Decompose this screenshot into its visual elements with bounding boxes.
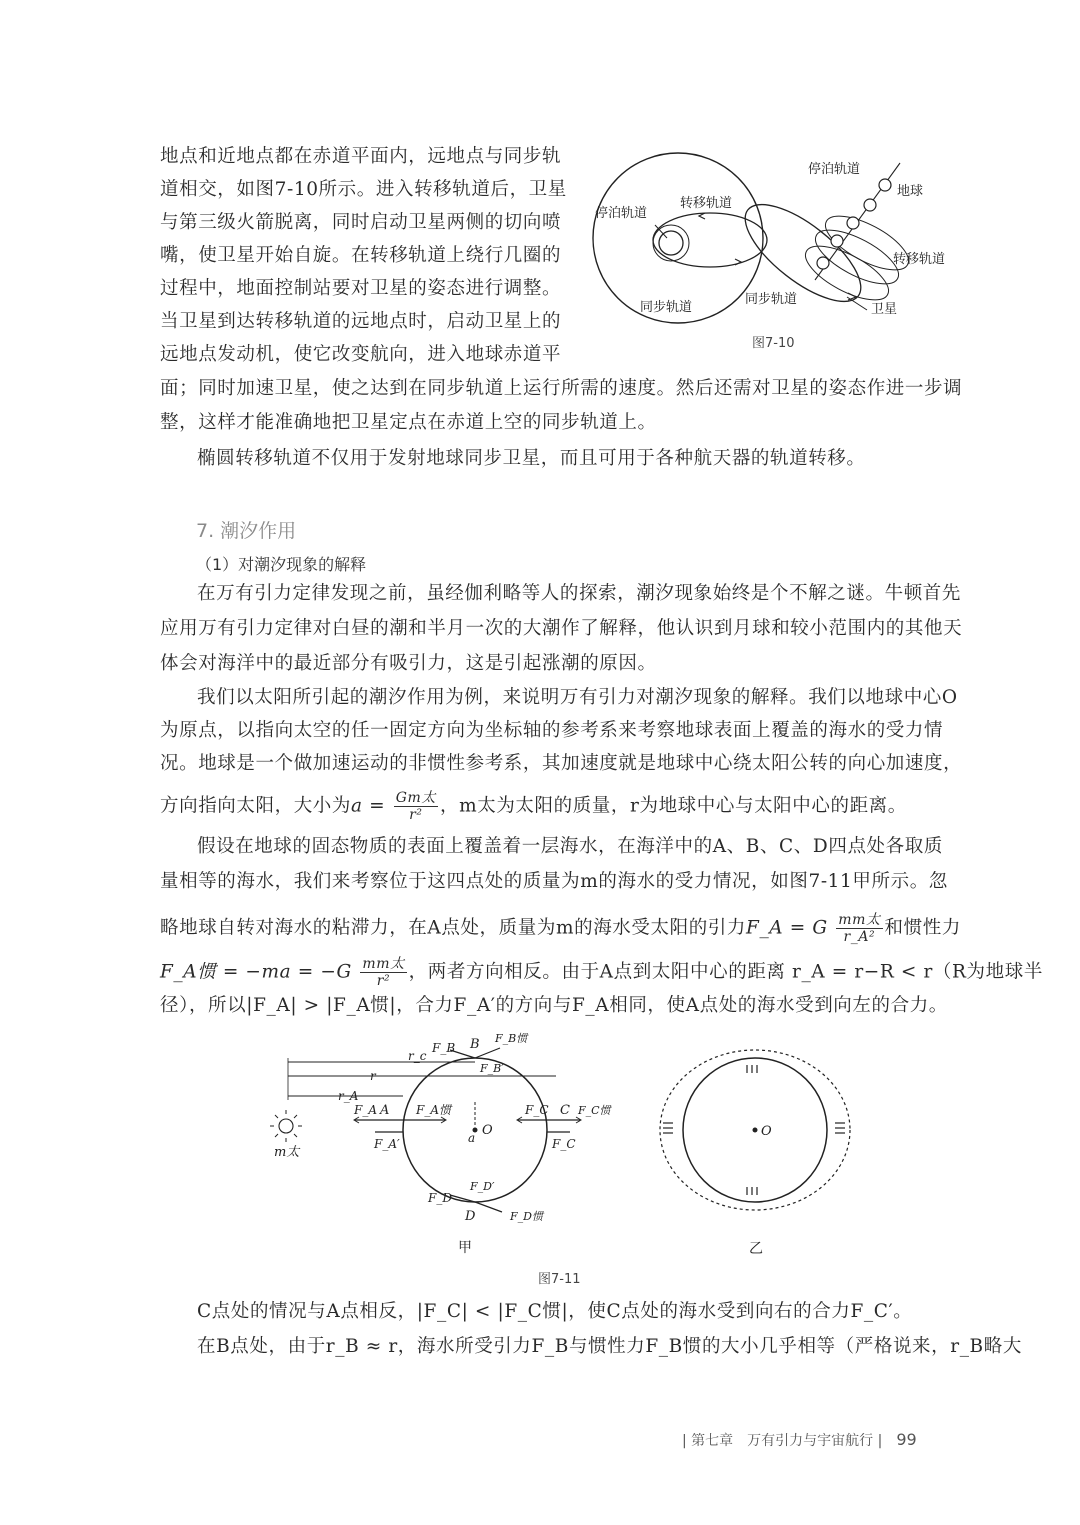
text-line: 椭圆转移轨道不仅用于发射地球同步卫星，而且可用于各种航天器的轨道转移。 [197,448,866,469]
label-rA: r_A [338,1089,359,1103]
figure-caption: 图7-11 [538,1272,581,1287]
text-line-with-formula: 方向指向太阳，大小为a = Gm太 r² ，m太为太阳的质量，r为地球中心与太阳中心的距离。 [160,790,907,823]
text-line: 道相交，如图7-10所示。进入转移轨道后，卫星 [160,179,567,200]
text-line: 在B点处，由于r_B ≈ r，海水所受引力F_B与惯性力F_B惯的大小几乎相等（严格说来，r_B略大 [197,1336,1022,1357]
text-line: 量相等的海水，我们来考察位于这四点处的质量为m的海水的受力情况，如图7-11甲所示。忽 [160,871,948,892]
label-FBp: F_B′ [480,1062,504,1075]
label-FDg: F_D惯 [510,1210,543,1223]
text-line: 与第三级火箭脱离，同时启动卫星两侧的切向喷 [160,212,562,233]
text-line: C点处的情况与A点相反，|F_C| < |F_C惯|，使C点处的海水受到向右的合力F_C′。 [197,1301,913,1322]
text-line: 应用万有引力定律对白昼的潮和半月一次的大潮作了解释，他认识到月球和较小范围内的其他天 [160,618,963,639]
figure-7-11-jia [260,1030,611,1260]
label-earth: 地球 [897,184,924,199]
label-sync-right: 同步轨道 [745,292,798,307]
text-line: 整，这样才能准确地把卫星定点在赤道上空的同步轨道上。 [160,412,657,433]
text-line-with-formula: F_A惯 = −ma = −G mm太 r² ，两者方向相反。由于A点到太阳中心的距离 r_A = r−R < r（R为地球半 [160,956,1043,989]
section-title: 7. 潮汐作用 [196,520,297,542]
label-FAp: F_A′ [374,1137,400,1151]
label-satellite: 卫星 [871,302,898,317]
text-line: 在万有引力定律发现之前，虽经伽利略等人的探索，潮汐现象始终是个不解之谜。牛顿首先 [197,583,962,604]
label-FC: F_C [525,1103,549,1117]
label-transfer-right: 转移轨道 [893,252,946,267]
label-yi: 乙 [749,1241,763,1257]
earth-circle [659,231,683,255]
chapter-title: | 第七章 万有引力与宇宙航行 | [682,1433,883,1449]
text-line: 面；同时加速卫星，使之达到在同步轨道上运行所需的速度。然后还需对卫星的姿态作进一步调 [160,378,963,399]
label-FCg: F_C惯 [578,1104,611,1117]
figure-7-11-yi [655,1045,860,1260]
label-FDp: F_D′ [470,1180,495,1193]
transfer-orbit-ellipse [653,213,767,267]
text-line: 假设在地球的固态物质的表面上覆盖着一层海水，在海洋中的A、B、C、D四点处各取质 [197,836,943,857]
label-FB: F_B [432,1041,456,1055]
label-park-left: 停泊轨道 [595,206,648,221]
label-O: O [482,1123,493,1138]
text-line-with-formula: 略地球自转对海水的粘滞力，在A点处，质量为m的海水受太阳的引力F_A = G mm太 r_A² 和惯性力 [160,912,961,945]
label-FAg: F_A惯 [416,1103,451,1117]
text-line: 当卫星到达转移轨道的远地点时，启动卫星上的 [160,311,562,332]
page-number: 99 [896,1430,917,1449]
sync-orbit-circle [593,153,763,323]
section-subtitle: （1）对潮汐现象的解释 [196,555,367,574]
label-park-right: 停泊轨道 [808,162,861,177]
label-FA: F_A [354,1103,377,1117]
text-line: 过程中，地面控制站要对卫星的姿态进行调整。 [160,278,562,299]
text-line: 为原点，以指向太空的任一固定方向为坐标轴的参考系来考察地球表面上覆盖的海水的受力情 [160,720,944,741]
label-jia: 甲 [458,1240,472,1256]
label-msun: m太 [274,1145,300,1160]
text-line: 况。地球是一个做加速运动的非惯性参考系，其加速度就是地球中心绕太阳公转的向心加速度， [160,753,963,774]
figure-caption: 图7-10 [752,336,795,351]
label-B: B [470,1037,480,1052]
label-D: D [465,1209,476,1224]
figure-7-10 [585,145,975,360]
label-r: r [370,1069,376,1083]
label-a: a [468,1131,476,1145]
label-rc: r_c [408,1049,427,1063]
text-line: 远地点发动机，使它改变航向，进入地球赤道平 [160,344,562,365]
label-FCp: F_C [552,1137,576,1151]
label-FD: F_D [428,1191,452,1205]
page-footer [682,1430,917,1450]
label-O-yi: O [761,1124,772,1139]
label-C: C [560,1103,570,1118]
transfer-orbit-3d-3 [798,236,896,311]
label-A: A [380,1103,390,1118]
text-line: 径），所以|F_A| > |F_A惯|，合力F_A′的方向与F_A相同，使A点处的海水受到向左的合力。 [160,995,948,1016]
text-line: 我们以太阳所引起的潮汐作用为例，来说明万有引力对潮汐现象的解释。我们以地球中心O [197,687,958,708]
sun-icon [270,1110,302,1142]
text-line: 嘴，使卫星开始自旋。在转移轨道上绕行几圈的 [160,245,562,266]
text-line: 体会对海洋中的最近部分有吸引力，这是引起涨潮的原因。 [160,653,657,674]
label-sync-left: 同步轨道 [640,300,693,315]
label-FBg: F_B惯 [495,1032,528,1045]
label-transfer-left: 转移轨道 [680,196,733,211]
text-line: 地点和近地点都在赤道平面内，远地点与同步轨 [160,146,562,167]
